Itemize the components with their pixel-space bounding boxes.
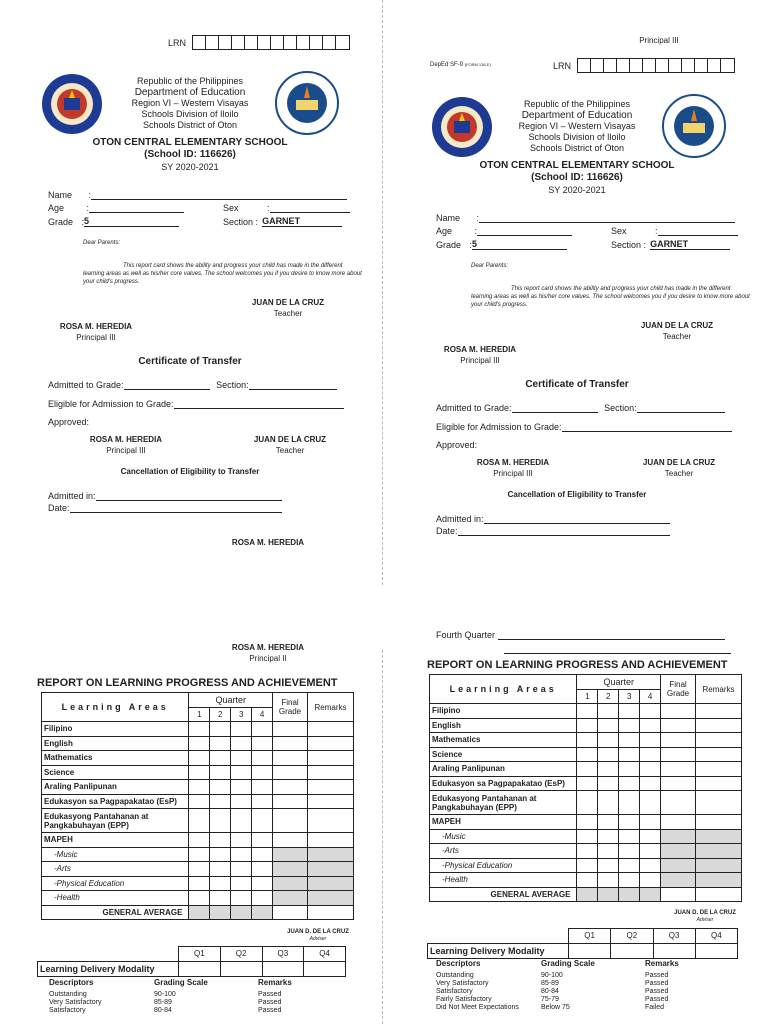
cert-title: Certificate of Transfer: [525, 379, 629, 390]
modality-table: Learning Delivery Modality: [427, 943, 738, 959]
admitted-row: Admitted to Grade: Section:: [436, 403, 725, 413]
principal-iii-label: Principal III: [639, 36, 679, 45]
signature-line: [504, 653, 731, 654]
admitted-in-row: Admitted in:: [48, 491, 282, 501]
school-header: Republic of the Philippines Department of Education Region VI – Western Visayas Schools Division of Iloilo Schools District of Oton: [518, 99, 636, 153]
grades-table: Learning Areas Quarter Final Grade Remarks 1 2 3 4 Filipino English Mathematics Science Araling Panlipunan Edukasyon sa Pagpapakatao (EsP) Edukasyong Pantahanan at Pangkabuhayan (EPP) MAPEH -Music -Arts -Physical Education -Health GENERAL AVERAGE: [429, 674, 742, 902]
teacher-sign: JUAN DE LA CRUZ Teacher: [640, 321, 714, 341]
page-divider: [382, 0, 383, 585]
cancel-title: Cancellation of Eligibility to Transfer: [507, 490, 647, 499]
deped-seal-icon: [40, 72, 104, 136]
grades-table: Learning Areas Quarter Final Grade Remarks 1 2 3 4 Filipino English Mathematics Science Araling Panlipunan Edukasyon sa Pagpapakatao (EsP) Edukasyong Pantahanan at Pangkabuhayan (EPP) MAPEH -Music -Arts -Physical Education -Health GENERAL AVERAGE: [41, 692, 354, 920]
table-row: Araling Panlipunan: [42, 780, 354, 795]
admitted-field[interactable]: [512, 404, 598, 413]
table-row: English: [42, 736, 354, 751]
section-row: Section : GARNET: [223, 216, 342, 227]
date-row: Date:: [436, 526, 670, 536]
lrn-field: LRN: [168, 35, 350, 50]
letter-body: This report card shows the ability and progress your child has made in the different learning areas as well as his/her core values. The school welcomes you if you desire to know more about your child's progress.: [471, 286, 750, 308]
report-title: REPORT ON LEARNING PROGRESS AND ACHIEVEMENT: [37, 677, 338, 689]
adviser-sign: JUAN D. DE LA CRUZ Adviser: [674, 910, 736, 923]
name-field[interactable]: [91, 191, 347, 200]
right-top-panel: [385, 0, 768, 585]
principal-sign: ROSA M. HEREDIA Principal III: [59, 322, 133, 342]
section-field[interactable]: GARNET: [650, 239, 730, 250]
age-field[interactable]: [89, 204, 184, 213]
table-row: English: [430, 718, 742, 733]
grade-field[interactable]: 5: [472, 239, 567, 250]
table-row: Filipino: [430, 704, 742, 719]
name-row: Name :: [436, 213, 735, 223]
table-row: MAPEH: [42, 833, 354, 848]
remarks-col-header: Remarks: [645, 959, 679, 968]
table-row: -Health: [430, 873, 742, 888]
grading-scale-header: Grading Scale: [541, 959, 595, 968]
table-row: Science: [430, 747, 742, 762]
sex-field[interactable]: [270, 204, 350, 213]
cert-title: Certificate of Transfer: [138, 356, 242, 367]
school-name: OTON CENTRAL ELEMENTARY SCHOOL (School ID: 116626) SY 2020-2021: [479, 160, 675, 195]
quarters-table: Q1 Q2 Q3 Q4: [568, 928, 738, 944]
eligible-field[interactable]: [174, 400, 344, 409]
table-row: -Music: [42, 847, 354, 862]
modality-table: Learning Delivery Modality: [37, 961, 346, 977]
grade-field[interactable]: 5: [84, 216, 179, 227]
descriptors-header: Descriptors: [49, 978, 94, 987]
table-row: Science: [42, 765, 354, 780]
lrn-field: LRN: [553, 58, 735, 73]
eligible-row: Eligible for Admission to Grade:: [436, 422, 732, 432]
cancel-title: Cancellation of Eligibility to Transfer: [120, 467, 260, 476]
approved-teacher: JUAN DE LA CRUZ Teacher: [253, 435, 327, 455]
cert-section-field[interactable]: [249, 381, 337, 390]
approved-label: Approved:: [436, 440, 478, 450]
teacher-sign: JUAN DE LA CRUZ Teacher: [251, 298, 325, 318]
date-field[interactable]: [458, 527, 670, 536]
name-row: Name :: [48, 190, 347, 200]
approved-label: Approved:: [48, 417, 90, 427]
descriptor-table: Outstanding 90-100 Passed Very Satisfactory 85-89 Passed Satisfactory 80-84 Passed: [49, 990, 282, 1014]
section-field[interactable]: GARNET: [262, 216, 342, 227]
school-seal-icon: [661, 93, 727, 159]
descriptors-header: Descriptors: [436, 959, 481, 968]
school-header: Republic of the Philippines Department of Education Region VI – Western Visayas Schools Division of Iloilo Schools District of Oton: [131, 76, 249, 130]
table-row: Araling Panlipunan: [430, 762, 742, 777]
learning-areas-header: Learning Areas: [42, 693, 189, 722]
deped-sf-label: DepEd SF-9 (FORM 138-E): [430, 62, 491, 68]
right-bottom-panel: [385, 625, 768, 1024]
letter-body: This report card shows the ability and progress your child has made in the different learning areas as well as his/her core values. The school welcomes you if you desire to know more about your child's progress.: [83, 263, 362, 285]
deped-seal-icon: [430, 95, 494, 159]
school-seal-icon: [274, 70, 340, 136]
quarter-header: Quarter: [189, 693, 273, 708]
date-field[interactable]: [70, 504, 282, 513]
principal-ii-sign: ROSA M. HEREDIA Principal II: [231, 643, 305, 663]
eligible-field[interactable]: [562, 423, 732, 432]
table-row: Mathematics: [42, 751, 354, 766]
approved-principal: ROSA M. HEREDIA Principal III: [476, 458, 550, 478]
table-row: Edukasyong Pantahanan at Pangkabuhayan (EPP): [42, 809, 354, 833]
sex-field[interactable]: [658, 227, 738, 236]
left-top-panel: [0, 0, 382, 585]
general-average-row: GENERAL AVERAGE: [430, 887, 742, 902]
table-row: Mathematics: [430, 733, 742, 748]
table-row: -Health: [42, 891, 354, 906]
remarks-col-header: Remarks: [258, 978, 292, 987]
grade-row: Grade :5: [436, 239, 567, 250]
grading-scale-header: Grading Scale: [154, 978, 208, 987]
admitted-in-field[interactable]: [484, 515, 670, 524]
adviser-sign: JUAN D. DE LA CRUZ Adviser: [287, 929, 349, 942]
page-divider: [382, 650, 383, 1024]
bottom-principal: ROSA M. HEREDIA: [231, 538, 305, 547]
table-row: Edukasyong Pantahanan at Pangkabuhayan (EPP): [430, 791, 742, 815]
age-field[interactable]: [477, 227, 572, 236]
date-row: Date:: [48, 503, 282, 513]
dear-parents: Dear Parents:: [471, 263, 509, 269]
dear-parents: Dear Parents:: [83, 240, 121, 246]
descriptor-table: Outstanding 90-100 Passed Very Satisfactory 85-89 Passed Satisfactory 80-84 Passed Fairly Satisfactory 75-79 Passed Did Not Meet Expectations Below 75 Failed: [436, 971, 669, 1011]
admitted-in-field[interactable]: [96, 492, 282, 501]
admitted-in-row: Admitted in:: [436, 514, 670, 524]
table-row: -Physical Education: [42, 876, 354, 891]
remarks-header: Remarks: [307, 693, 353, 722]
general-average-row: GENERAL AVERAGE: [42, 905, 354, 920]
age-row: Age :: [436, 226, 572, 236]
admitted-row: Admitted to Grade: Section:: [48, 380, 337, 390]
sex-row: Sex :: [611, 226, 738, 236]
table-row: Edukasyon sa Pagpapakatao (EsP): [42, 794, 354, 809]
fourth-quarter-row: Fourth Quarter: [436, 630, 725, 640]
principal-sign: ROSA M. HEREDIA Principal III: [443, 345, 517, 365]
name-field[interactable]: [479, 214, 735, 223]
table-row: -Arts: [42, 862, 354, 877]
table-row: -Music: [430, 829, 742, 844]
eligible-row: Eligible for Admission to Grade:: [48, 399, 344, 409]
table-row: -Physical Education: [430, 858, 742, 873]
school-name: OTON CENTRAL ELEMENTARY SCHOOL (School ID: 116626) SY 2020-2021: [92, 137, 288, 172]
sex-row: Sex :: [223, 203, 350, 213]
fourth-quarter-field[interactable]: [498, 631, 725, 640]
cert-section-field[interactable]: [637, 404, 725, 413]
table-row: -Arts: [430, 844, 742, 859]
approved-principal: ROSA M. HEREDIA Principal III: [89, 435, 163, 455]
grade-row: Grade :5: [48, 216, 179, 227]
final-grade-header: Final Grade: [273, 693, 308, 722]
report-title: REPORT ON LEARNING PROGRESS AND ACHIEVEMENT: [427, 659, 728, 671]
left-bottom-panel: [0, 640, 382, 1024]
lrn-boxes[interactable]: [577, 58, 735, 73]
section-row: Section : GARNET: [611, 239, 730, 250]
quarters-table: Q1 Q2 Q3 Q4: [178, 946, 346, 962]
table-row: Edukasyon sa Pagpapakatao (EsP): [430, 776, 742, 791]
age-row: Age :: [48, 203, 184, 213]
lrn-boxes[interactable]: [192, 35, 350, 50]
admitted-field[interactable]: [124, 381, 210, 390]
approved-teacher: JUAN DE LA CRUZ Teacher: [642, 458, 716, 478]
table-row: MAPEH: [430, 815, 742, 830]
table-row: Filipino: [42, 722, 354, 737]
